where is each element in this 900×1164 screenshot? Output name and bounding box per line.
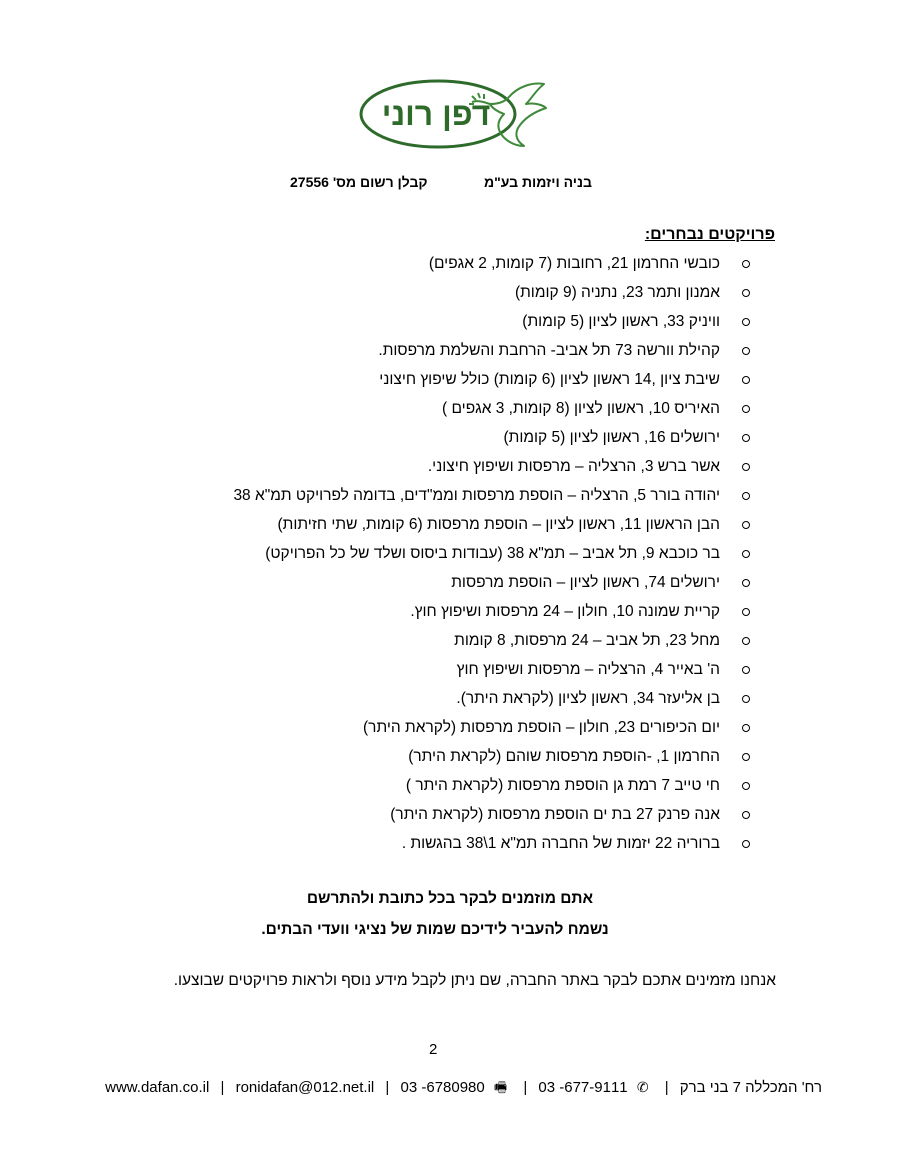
footer-contact xyxy=(105,1077,822,1101)
list-item xyxy=(233,630,750,659)
project-text: יהודה בורר 5, הרצליה – הוספת מרפסות וממ"דים, בדומה לפרויקט תמ"א 38 xyxy=(233,487,720,504)
bullet-icon xyxy=(742,811,750,819)
bullet-icon xyxy=(742,782,750,790)
bullet-icon xyxy=(742,434,750,442)
bullet-icon xyxy=(742,463,750,471)
list-item xyxy=(233,804,750,833)
project-text: ירושלים 16, ראשון לציון (5 קומות) xyxy=(503,429,720,446)
list-item xyxy=(233,659,750,688)
bullet-icon xyxy=(742,347,750,355)
project-text: אנה פרנק 27 בת ים הוספת מרפסות (לקראת היתר) xyxy=(390,806,720,823)
footer-website[interactable]: www.dafan.co.il xyxy=(105,1079,210,1096)
list-item xyxy=(233,688,750,717)
footer-separator: | xyxy=(664,1079,669,1096)
footer-fax: 03 -6780980 xyxy=(400,1079,485,1096)
bullet-icon xyxy=(742,608,750,616)
project-text: בן אליעזר 34, ראשון לציון (לקראת היתר). xyxy=(456,690,720,707)
project-text: ה' באייר 4, הרצליה – מרפסות ושיפוץ חוץ xyxy=(456,661,720,678)
project-text: וויניק 33, ראשון לציון (5 קומות) xyxy=(522,313,720,330)
project-text: חי טייב 7 רמת גן הוספת מרפסות (לקראת היתר ) xyxy=(405,777,720,794)
invitation-line-2: נשמח להעביר לידיכם שמות של נציגי וועדי הבתים. xyxy=(261,921,609,938)
project-text: מחל 23, תל אביב – 24 מרפסות, 8 קומות xyxy=(454,632,720,649)
list-item xyxy=(233,514,750,543)
website-note: אנחנו מזמינים אתכם לבקר באתר החברה, שם ניתן לקבל מידע נוסף ולראות פרויקטים שבוצעו. xyxy=(173,972,776,989)
list-item xyxy=(233,833,750,862)
list-item xyxy=(233,543,750,572)
bullet-icon xyxy=(742,289,750,297)
project-text: כובשי החרמון 21, רחובות (7 קומות, 2 אגפים) xyxy=(428,255,720,272)
projects-title: פרויקטים נבחרים: xyxy=(644,226,775,243)
invitation-line-1: אתם מוזמנים לבקר בכל כתובת ולהתרשם xyxy=(306,890,594,907)
bullet-icon xyxy=(742,376,750,384)
bullet-icon xyxy=(742,666,750,674)
project-text: יום הכיפורים 23, חולון – הוספת מרפסות (לקראת היתר) xyxy=(363,719,720,736)
footer-phone[interactable]: 03 -677-9111 xyxy=(538,1079,628,1096)
bullet-icon xyxy=(742,405,750,413)
bullet-icon xyxy=(742,521,750,529)
footer-separator: | xyxy=(523,1079,528,1096)
bullet-icon xyxy=(742,579,750,587)
list-item xyxy=(233,456,750,485)
list-item xyxy=(233,282,750,311)
company-logo xyxy=(358,78,550,152)
project-text: הבן הראשון 11, ראשון לציון – הוספת מרפסות (6 קומות, שתי חזיתות) xyxy=(277,516,720,533)
list-item xyxy=(233,775,750,804)
project-text: קהילת וורשה 73 תל אביב- הרחבת והשלמת מרפסות. xyxy=(378,342,720,359)
bullet-icon xyxy=(742,753,750,761)
list-item xyxy=(233,398,750,427)
list-item xyxy=(233,601,750,630)
project-text: קריית שמונה 10, חולון – 24 מרפסות ושיפוץ חוץ. xyxy=(410,603,720,620)
footer-separator: | xyxy=(220,1079,225,1096)
bullet-icon xyxy=(742,318,750,326)
footer-address: רח' המכללה 7 בני ברק xyxy=(679,1079,822,1096)
project-text: ירושלים 74, ראשון לציון – הוספת מרפסות xyxy=(451,574,720,591)
projects-list xyxy=(233,253,750,862)
contractor-license: קבלן רשום מס' 27556 xyxy=(290,174,428,190)
project-text: החרמון 1, -הוספת מרפסות שוהם (לקראת היתר) xyxy=(408,748,720,765)
list-item xyxy=(233,311,750,340)
project-text: ברוריה 22 יזמות של החברה תמ"א 1\38 בהגשות . xyxy=(401,835,720,852)
page-number: 2 xyxy=(429,1041,438,1058)
list-item xyxy=(233,717,750,746)
project-text: האיריס 10, ראשון לציון (8 קומות, 3 אגפים ) xyxy=(442,400,720,417)
project-text: שיבת ציון ,14 ראשון לציון (6 קומות) כולל שיפוץ חיצוני xyxy=(379,371,720,388)
list-item xyxy=(233,253,750,282)
bullet-icon xyxy=(742,724,750,732)
list-item xyxy=(233,427,750,456)
list-item xyxy=(233,485,750,514)
list-item xyxy=(233,746,750,775)
list-item xyxy=(233,369,750,398)
project-text: אמנון ותמר 23, נתניה (9 קומות) xyxy=(514,284,720,301)
footer-email[interactable]: ronidafan@012.net.il xyxy=(235,1079,375,1096)
phone-icon: ✆ xyxy=(636,1079,649,1095)
logo-text: דפן רוני xyxy=(381,96,491,132)
project-text: בר כוכבא 9, תל אביב – תמ"א 38 (עבודות ביסוס ושלד של כל הפרויקט) xyxy=(265,545,720,562)
bullet-icon xyxy=(742,840,750,848)
bullet-icon xyxy=(742,260,750,268)
fax-icon: 🖷 xyxy=(493,1079,508,1095)
project-text: אשר ברש 3, הרצליה – מרפסות ושיפוץ חיצוני. xyxy=(427,458,720,475)
bullet-icon xyxy=(742,492,750,500)
bullet-icon xyxy=(742,637,750,645)
list-item xyxy=(233,572,750,601)
list-item xyxy=(233,340,750,369)
bullet-icon xyxy=(742,695,750,703)
bullet-icon xyxy=(742,550,750,558)
footer-separator: | xyxy=(385,1079,390,1096)
company-name: בניה ויזמות בע"מ xyxy=(483,174,592,190)
